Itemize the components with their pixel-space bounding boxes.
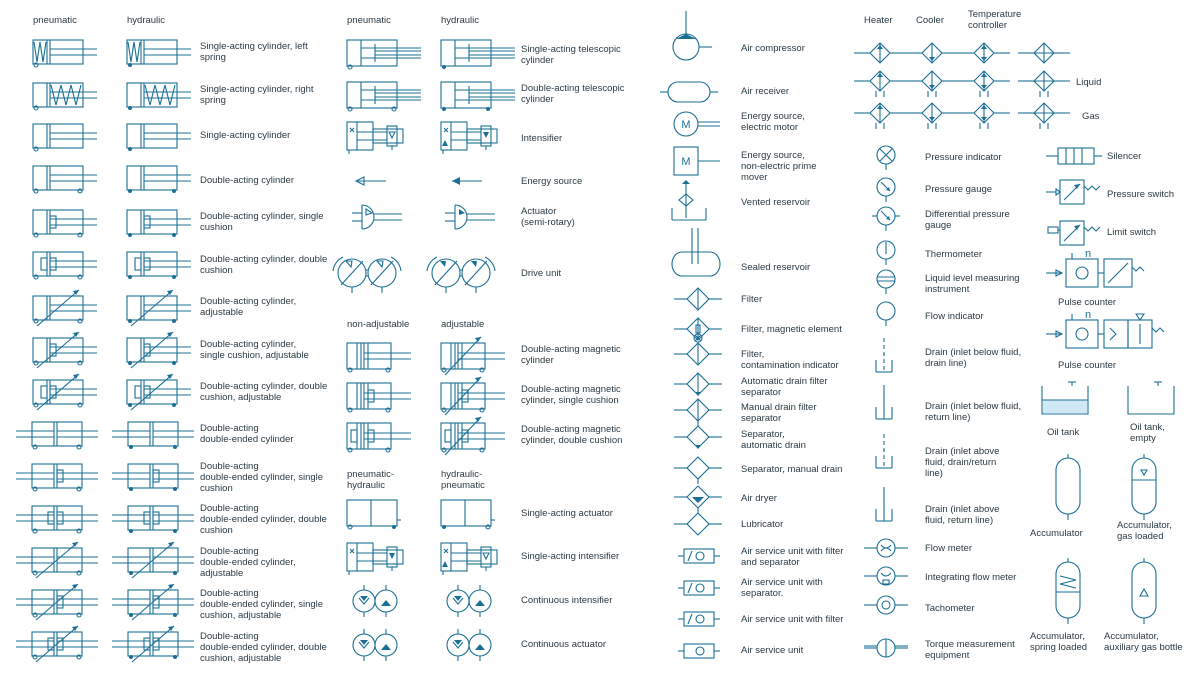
label-da-single-cushion-adj: Double-acting cylinder, single cushion, adjustable <box>200 339 309 361</box>
symbol-cylinder-hydraulic <box>127 290 191 326</box>
symbol-da-telescopic-pneumatic <box>347 82 421 111</box>
symbol-da-telescopic-hydraulic <box>441 82 515 111</box>
svg-text:n: n <box>1084 248 1092 260</box>
label-tachometer: Tachometer <box>925 603 975 614</box>
symbol-cylinder-pneumatic <box>16 464 98 491</box>
symbol-cylinder-pneumatic <box>16 422 98 449</box>
symbol-cylinder-pneumatic <box>16 506 98 533</box>
symbol-auto-drain-filter <box>674 373 722 396</box>
symbol-intensifier-pneumatic <box>347 122 403 154</box>
symbol-continuous-intensifier-hy <box>447 585 491 617</box>
symbol-cylinder-pneumatic <box>33 83 97 110</box>
symbol-heat-exchanger <box>1018 103 1070 129</box>
label-cyl-left-spring: Single-acting cylinder, left spring <box>200 41 308 63</box>
symbol-sealed-reservoir <box>672 228 720 276</box>
symbol-cylinder-hydraulic <box>127 332 191 368</box>
symbol-drain <box>876 385 892 419</box>
symbol-cylinder-hydraulic <box>127 252 191 279</box>
label-continuous-actuator: Continuous actuator <box>521 639 607 650</box>
label-electric-motor: Energy source, electric motor <box>741 111 805 133</box>
label-asu-filter-separator: Air service unit with filter and separator <box>741 546 844 568</box>
symbol-cylinder-hydraulic <box>127 210 191 237</box>
label-air-dryer: Air dryer <box>741 493 777 504</box>
symbol-oil-tank-empty <box>1128 382 1174 414</box>
symbol-cylinder-hydraulic <box>127 374 191 410</box>
label-separator-manual: Separator, manual drain <box>741 464 843 475</box>
symbol-sa-intensifier-pn-hy <box>347 543 403 575</box>
label-gas: Gas <box>1082 111 1100 122</box>
label-silencer: Silencer <box>1107 151 1142 162</box>
label-flow-indicator: Flow indicator <box>925 311 984 322</box>
label-da-telescopic: Double-acting telescopic cylinder <box>521 83 625 105</box>
label-air-receiver: Air receiver <box>741 86 790 97</box>
symbol-magnetic-adj-double <box>441 417 505 455</box>
label-da-single-cushion: Double-acting cylinder, single cushion <box>200 211 324 233</box>
label-dde-cyl: Double-acting double-ended cylinder <box>200 423 294 445</box>
label-da-magnetic-double: Double-acting magnetic cylinder, double cushion <box>521 424 623 446</box>
label-double-acting-cyl: Double-acting cylinder <box>200 175 294 186</box>
symbol-cylinder-pneumatic <box>16 542 98 578</box>
label-torque-measurement: Torque measurement equipment <box>925 639 1015 661</box>
header-hydraulic: hydraulic <box>127 15 166 26</box>
symbol-drain <box>876 338 892 372</box>
symbol-drain <box>876 434 892 468</box>
label-integrating-flow-meter: Integrating flow meter <box>925 572 1017 583</box>
symbol-flow-meter <box>864 539 908 557</box>
symbol-filter-contamination <box>674 334 722 365</box>
symbol-heat-exchanger <box>958 103 1010 129</box>
symbol-heat-exchanger <box>906 71 958 97</box>
label-dde-double-cushion: Double-acting double-ended cylinder, double cushion <box>200 503 327 536</box>
symbol-energy-source-hydraulic <box>452 177 482 185</box>
symbol-air-compressor <box>673 11 712 60</box>
symbol-flow-indicator <box>877 302 895 326</box>
label-asu-filter: Air service unit with filter <box>741 614 844 625</box>
label-oil-tank-empty: Oil tank, empty <box>1130 422 1165 444</box>
symbol-cylinder-pneumatic <box>33 332 97 368</box>
symbol-cylinder-hydraulic <box>127 166 191 193</box>
symbol-pressure-switch <box>1046 180 1100 204</box>
symbol-filter-magnetic <box>674 318 722 340</box>
label-pulse-counter-2: Pulse counter <box>1058 360 1117 371</box>
symbol-energy-source-pneumatic <box>356 177 386 185</box>
symbol-accumulator <box>1056 454 1080 520</box>
label-lubricator: Lubricator <box>741 519 784 530</box>
symbol-sa-actuator-hy-pn <box>441 500 495 529</box>
label-drive-unit: Drive unit <box>521 268 562 279</box>
symbol-tachometer <box>864 596 908 614</box>
symbol-air-service-unit <box>678 644 720 658</box>
symbol-cylinder-pneumatic <box>33 124 97 151</box>
symbol-cylinder-hydraulic <box>112 422 194 449</box>
label-accumulator: Accumulator <box>1030 528 1083 539</box>
label-accumulator-gas: Accumulator, gas loaded <box>1117 520 1172 542</box>
symbol-lubricator <box>674 507 722 535</box>
symbol-continuous-actuator-hy <box>447 629 491 661</box>
label-oil-tank: Oil tank <box>1047 427 1080 438</box>
symbol-limit-switch <box>1048 221 1100 245</box>
label-air-service-unit: Air service unit <box>741 645 804 656</box>
label-filter-magnetic: Filter, magnetic element <box>741 324 842 335</box>
label-continuous-intensifier: Continuous intensifier <box>521 595 613 606</box>
symbol-sa-telescopic-pneumatic <box>347 40 421 69</box>
symbol-pulse-counter-1 <box>1046 248 1144 287</box>
symbol-cylinder-pneumatic <box>33 166 97 193</box>
symbol-heat-exchanger <box>1018 43 1070 63</box>
symbol-pulse-counter-2 <box>1046 309 1164 348</box>
symbol-cylinder-hydraulic <box>112 506 194 533</box>
label-manual-drain-filter: Manual drain filter separator <box>741 402 817 424</box>
symbol-cylinder-hydraulic <box>127 124 191 151</box>
label-drain-below-drain: Drain (inlet below fluid, drain line) <box>925 347 1022 369</box>
label-drain-above-drain-return: Drain (inlet above fluid, drain/return line) <box>925 446 1000 479</box>
label-liquid: Liquid <box>1076 77 1102 88</box>
symbol-sa-actuator-pn-hy <box>347 500 401 529</box>
label-actuator-semi-rotary: Actuator (semi-rotary) <box>521 206 575 228</box>
symbol-silencer <box>1046 148 1102 164</box>
label-da-magnetic: Double-acting magnetic cylinder <box>521 344 621 366</box>
label-filter-contamination: Filter, contamination indicator <box>741 349 839 371</box>
symbol-electric-motor <box>674 112 720 136</box>
label-da-double-cushion-adj: Double-acting cylinder, double cushion, adjustable <box>200 381 328 403</box>
symbol-separator-auto <box>674 426 722 449</box>
symbol-pressure-indicator <box>877 146 895 170</box>
symbol-cylinder-hydraulic <box>112 626 194 662</box>
symbol-prime-mover <box>674 147 720 175</box>
symbol-manual-drain-filter <box>674 399 722 426</box>
header-pneumatic: pneumatic <box>33 15 77 26</box>
symbol-cylinder-pneumatic <box>33 40 97 67</box>
symbol-heat-exchanger <box>1018 71 1070 97</box>
symbol-cylinder-pneumatic <box>16 626 98 662</box>
label-da-magnetic-single: Double-acting magnetic cylinder, single cushion <box>521 384 621 406</box>
label-dde-adjustable: Double-acting double-ended cylinder, adjustable <box>200 546 296 579</box>
label-pressure-gauge: Pressure gauge <box>925 184 993 195</box>
symbol-sa-telescopic-hydraulic <box>441 40 515 69</box>
header-cooler: Cooler <box>916 15 944 26</box>
symbol-cylinder-pneumatic <box>33 374 97 410</box>
symbol-cylinder-pneumatic <box>16 584 98 620</box>
symbol-heat-exchanger <box>854 43 906 63</box>
symbol-cylinder-pneumatic <box>33 252 97 279</box>
symbol-accumulator-gas <box>1132 454 1156 520</box>
symbol-magnetic-nonadj <box>347 343 411 372</box>
symbol-drive-unit-hydraulic <box>427 257 495 293</box>
svg-text:n: n <box>1084 309 1092 321</box>
label-prime-mover: Energy source, non-electric prime mover <box>741 150 817 183</box>
header-hydraulic-pneumatic: hydraulic- pneumatic <box>441 469 485 491</box>
symbol-magnetic-adj-single <box>441 377 505 415</box>
label-pressure-switch: Pressure switch <box>1107 189 1175 200</box>
symbol-heat-exchanger <box>958 71 1010 97</box>
label-drain-below-return: Drain (inlet below fluid, return line) <box>925 401 1022 423</box>
symbol-accumulator-aux-gas <box>1132 558 1156 624</box>
label-intensifier: Intensifier <box>521 133 563 144</box>
symbol-cylinder-pneumatic <box>33 290 97 326</box>
label-accumulator-aux-gas: Accumulator, auxiliary gas bottle <box>1104 631 1183 653</box>
label-pulse-counter-1: Pulse counter <box>1058 297 1117 308</box>
symbol-accumulator-spring <box>1056 558 1080 624</box>
symbol-magnetic-nonadj-double <box>347 423 411 452</box>
symbol-oil-tank <box>1042 382 1088 414</box>
label-vented-reservoir: Vented reservoir <box>741 197 811 208</box>
label-cyl-right-spring: Single-acting cylinder, right spring <box>200 84 314 106</box>
label-liquid-level: Liquid level measuring instrument <box>925 273 1020 295</box>
label-air-compressor: Air compressor <box>741 43 805 54</box>
label-drain-above-return: Drain (inlet above fluid, return line) <box>925 504 1000 526</box>
label-separator-auto: Separator, automatic drain <box>741 429 806 451</box>
symbol-separator-manual <box>674 457 722 484</box>
symbol-air-dryer <box>674 486 722 508</box>
symbol-cylinder-pneumatic <box>33 210 97 237</box>
label-sa-actuator: Single-acting actuator <box>521 508 613 519</box>
label-dde-single-cushion: Double-acting double-ended cylinder, single cushion <box>200 461 324 494</box>
symbol-drain <box>876 487 892 521</box>
label-limit-switch: Limit switch <box>1107 227 1157 238</box>
header-temperature-controller: Temperature controller <box>968 9 1022 31</box>
svg-text:M: M <box>681 119 691 131</box>
symbol-actuator-semi-rotary-hydraulic <box>445 205 495 229</box>
symbol-magnetic-adj <box>441 337 505 375</box>
symbol-continuous-actuator-pn <box>353 629 397 661</box>
label-auto-drain-filter: Automatic drain filter separator <box>741 376 828 398</box>
header-hydraulic: hydraulic <box>441 15 480 26</box>
label-da-adjustable: Double-acting cylinder, adjustable <box>200 296 297 318</box>
symbol-filter <box>674 288 722 310</box>
symbol-cylinder-hydraulic <box>112 584 194 620</box>
header-heater: Heater <box>864 15 893 26</box>
label-sealed-reservoir: Sealed reservoir <box>741 262 811 273</box>
label-flow-meter: Flow meter <box>925 543 972 554</box>
label-dde-single-cushion-adj: Double-acting double-ended cylinder, single cushion, adjustable <box>200 588 324 621</box>
symbol-intensifier-hydraulic <box>441 122 497 154</box>
symbol-thermometer <box>877 241 895 265</box>
symbol-cylinder-hydraulic <box>127 40 191 67</box>
label-dde-double-cushion-adj: Double-acting double-ended cylinder, double cushion, adjustable <box>200 631 327 664</box>
symbol-asu-separator <box>678 581 720 595</box>
symbol-cylinder-hydraulic <box>112 542 194 578</box>
header-adjustable: adjustable <box>441 319 485 330</box>
label-pressure-indicator: Pressure indicator <box>925 152 1002 163</box>
label-accumulator-spring: Accumulator, spring loaded <box>1030 631 1088 653</box>
header-pneumatic: pneumatic <box>347 15 391 26</box>
symbol-drive-unit-pneumatic <box>333 257 401 293</box>
header-non-adjustable: non-adjustable <box>347 319 410 330</box>
symbol-liquid-level <box>877 270 895 294</box>
symbol-cylinder-hydraulic <box>127 83 191 110</box>
symbol-vented-reservoir <box>672 180 706 220</box>
symbol-continuous-intensifier-pn <box>353 585 397 617</box>
symbol-pressure-gauge <box>877 178 895 202</box>
symbol-heat-exchanger <box>854 71 906 97</box>
label-thermometer: Thermometer <box>925 249 983 260</box>
symbol-actuator-semi-rotary-pneumatic <box>352 205 402 229</box>
symbol-air-receiver <box>660 82 718 102</box>
symbol-magnetic-nonadj-single <box>347 383 411 412</box>
header-pneumatic-hydraulic: pneumatic- hydraulic <box>347 469 394 491</box>
label-sa-intensifier: Single-acting intensifier <box>521 551 620 562</box>
label-da-double-cushion: Double-acting cylinder, double cushion <box>200 254 328 276</box>
label-filter: Filter <box>741 294 763 305</box>
symbol-asu-filter-separator <box>678 549 720 563</box>
symbol-sa-intensifier-hy-pn <box>441 543 497 575</box>
label-sa-telescopic: Single-acting telescopic cylinder <box>521 44 621 66</box>
label-diff-pressure-gauge: Differential pressure gauge <box>925 209 1010 231</box>
symbol-heat-exchanger <box>906 103 958 129</box>
label-energy-source: Energy source <box>521 176 583 187</box>
symbol-integrating-flow-meter <box>864 567 908 585</box>
symbol-diff-pressure-gauge <box>872 207 900 231</box>
symbol-heat-exchanger <box>854 103 906 129</box>
symbol-asu-filter <box>678 612 720 626</box>
symbol-heat-exchanger <box>906 43 958 63</box>
symbol-torque-measurement <box>864 639 908 657</box>
symbol-cylinder-hydraulic <box>112 464 194 491</box>
symbol-heat-exchanger <box>958 43 1010 63</box>
svg-text:M: M <box>681 156 691 168</box>
label-asu-separator: Air service unit with separator. <box>741 577 823 599</box>
label-single-acting-cyl: Single-acting cylinder <box>200 130 291 141</box>
